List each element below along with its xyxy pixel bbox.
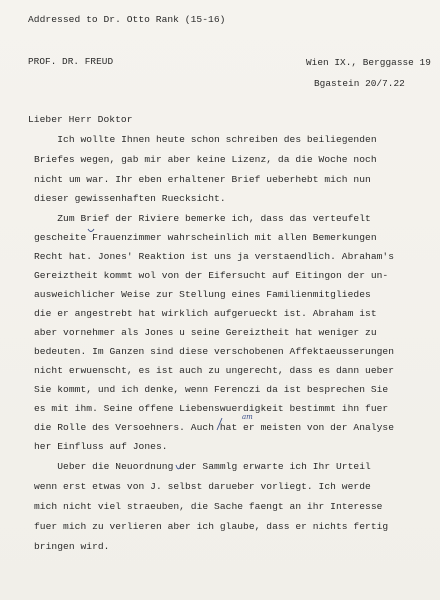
- body-line: Ich wollte Ihnen heute schon schreiben des beiliegenden: [34, 134, 377, 145]
- body-line: Gereiztheit kommt wol von der Eifersucht auf Eitingon der un-: [34, 270, 389, 281]
- body-line: bedeuten. Im Ganzen sind diese verschobenen Affektaeusserungen: [34, 346, 395, 357]
- body-line: Zum Brief der Riviere bemerke ich, dass das verteufelt: [34, 213, 371, 224]
- body-line: gescheite Frauenzimmer wahrscheinlich mit allen Bemerkungen: [34, 232, 377, 243]
- body-line: Sie kommt, und ich denke, wenn Ferenczi da ist besprechen Sie: [34, 384, 389, 395]
- handwritten-annotation-am: am: [242, 413, 253, 421]
- salutation: Lieber Herr Doktor: [28, 114, 133, 125]
- letterhead-place-date: Bgastein 20/7.22: [314, 78, 405, 89]
- body-line: Briefes wegen, gab mir aber keine Lizenz, da die Woche noch: [34, 154, 377, 165]
- addressed-line: Addressed to Dr. Otto Rank (15-16): [28, 14, 226, 25]
- letterhead-sender: PROF. DR. FREUD: [28, 56, 114, 67]
- body-line: ausweichlicher Weise zur Stellung eines Familienmitgliedes: [34, 289, 371, 300]
- body-line: Recht hat. Jones' Reaktion ist uns ja verstaendlich. Abraham's: [34, 251, 395, 262]
- body-line: die er angestrebt hat wirklich aufgerueckt ist. Abraham ist: [34, 308, 377, 319]
- body-line: nicht erwuenscht, es ist auch zu ungerecht, dass es dann ueber: [34, 365, 395, 376]
- body-line: nicht um war. Ihr eben erhaltener Brief ueberhebt mich nun: [34, 174, 371, 185]
- letterhead-address: Wien IX., Berggasse 19: [306, 57, 431, 68]
- body-line: bringen wird.: [34, 541, 110, 552]
- body-line: es mit ihm. Seine offene Liebenswuerdigkeit bestimmt ihn fuer: [34, 403, 389, 414]
- body-line: wenn erst etwas von J. selbst darueber vorliegt. Ich werde: [34, 481, 371, 492]
- body-line: her Einfluss auf Jones.: [34, 441, 168, 452]
- body-line: die Rolle des Versoehners. Auch hat er meisten von der Analyse: [34, 422, 395, 433]
- body-line: dieser gewissenhaften Ruecksicht.: [34, 193, 226, 204]
- body-line: aber vornehmer als Jones u seine Gereiztheit hat weniger zu: [34, 327, 377, 338]
- body-line: Ueber die Neuordnung der Sammlg erwarte ich Ihr Urteil: [34, 461, 371, 472]
- body-line: mich nicht viel straeuben, die Sache faengt an ihr Interesse: [34, 501, 383, 512]
- body-line: fuer mich zu verlieren aber ich glaube, dass er nichts fertig: [34, 521, 389, 532]
